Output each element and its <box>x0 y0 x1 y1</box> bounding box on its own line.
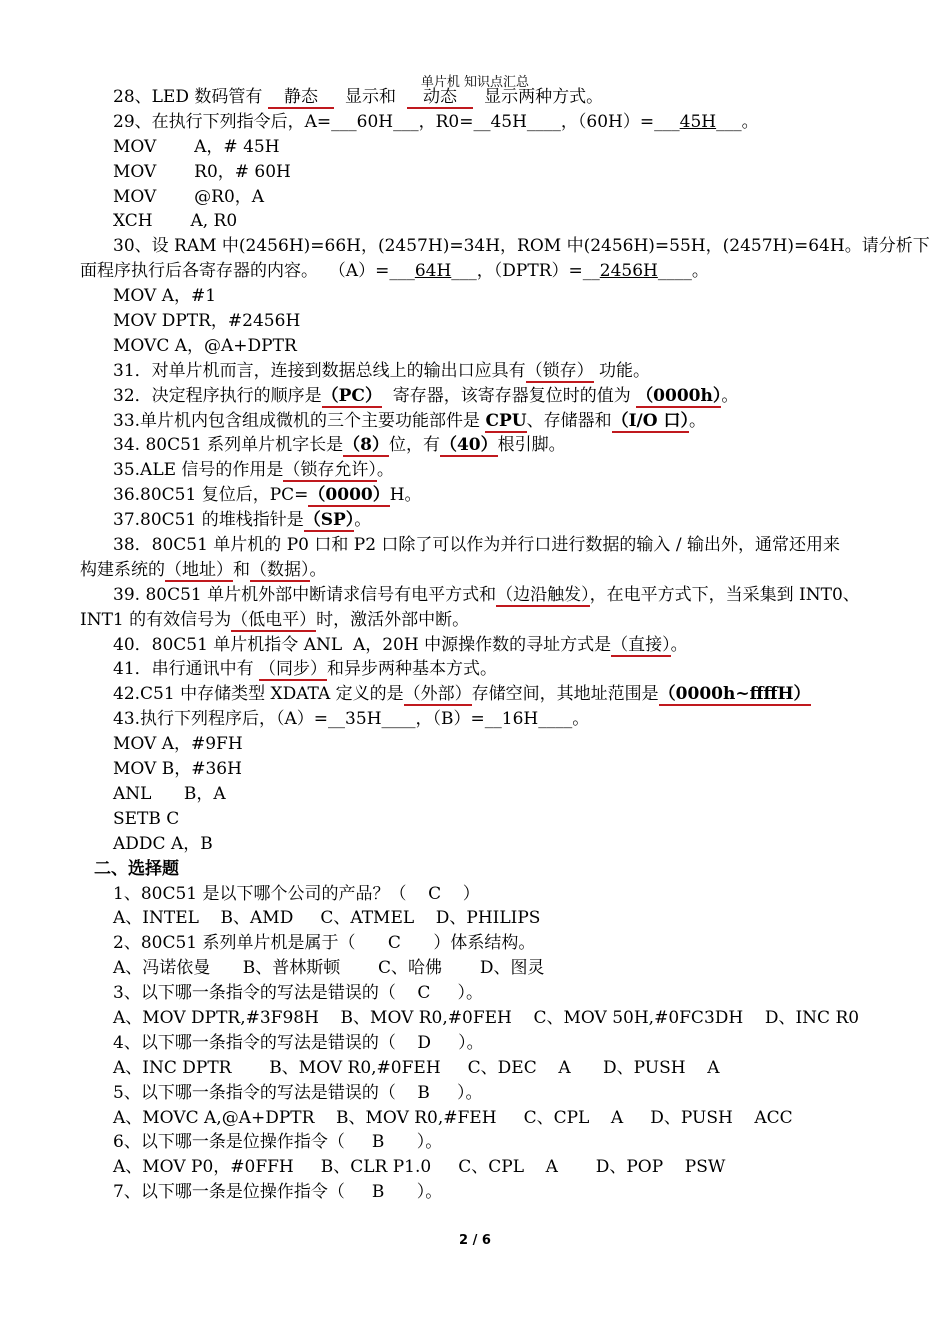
line-text: 40．80C51 单片机指令 ANL A，20H 中源操作数的寻址方式是 <box>113 634 612 655</box>
line-text: 4、以下哪一条指令的写法是错误的（ D ）。 <box>113 1032 484 1053</box>
answer-text: 64H <box>414 261 452 282</box>
answer-text: 静态 <box>267 87 335 107</box>
line-text: 时，激活外部中断。 <box>316 609 470 630</box>
line-text: INT1 的有效信号为 <box>80 609 232 630</box>
text-line <box>80 135 910 160</box>
line-text: 二、选择题 <box>94 858 179 879</box>
line-text: XCH A, R0 <box>113 211 238 232</box>
line-text: 36.80C51 复位后，PC= <box>113 485 309 506</box>
line-text: ，在电平方式下，当采集到 INT0、 <box>589 584 860 605</box>
answer-text: （数据） <box>250 559 310 580</box>
answer-text: CPU <box>485 410 527 431</box>
text-line <box>80 682 910 707</box>
line-text: 寄存器，该寄存器复位时的值为 <box>381 385 637 406</box>
page-number: 2 / 6 <box>459 1233 491 1248</box>
text-line <box>80 757 910 782</box>
page-header: 单片机 知识点汇总 <box>420 75 530 90</box>
text-line <box>80 458 910 483</box>
line-text: A、MOVC A,@A+DPTR B、MOV R0,#FEH C、CPL A D、PUSH ACC <box>113 1107 793 1128</box>
answer-text: （0000h~ffffH） <box>658 684 811 705</box>
answer-text: （直接） <box>611 634 671 655</box>
line-text: 。 <box>688 410 706 431</box>
line-text: MOV A，#1 <box>113 286 217 307</box>
answer-text: （低电平） <box>231 609 317 630</box>
answer-text: （同步） <box>259 659 328 680</box>
answer-text: 动态 <box>406 87 474 107</box>
line-text: ADDC A，B <box>113 833 213 854</box>
line-text: 42.C51 中存储类型 XDATA 定义的是 <box>113 684 404 705</box>
line-text: 构建系统的 <box>80 559 165 580</box>
answer-text: （8） <box>343 435 389 456</box>
line-text: H。 <box>389 485 422 506</box>
line-text: 38．80C51 单片机的 P0 口和 P2 口除了可以作为并行口进行数据的输入 / 输出外，通常还用来 <box>113 535 840 556</box>
line-text: 。 <box>309 559 327 580</box>
text-line <box>80 85 910 110</box>
line-text: SETB C <box>113 808 180 829</box>
text-line <box>80 433 910 458</box>
answer-text: （I/O 口） <box>611 410 689 431</box>
line-text: 显示和 <box>334 87 407 107</box>
text-line <box>80 259 910 284</box>
text-line <box>80 185 910 210</box>
text-line <box>80 657 910 682</box>
line-text: ____。 <box>657 261 709 282</box>
answer-text: （0000） <box>308 485 390 506</box>
line-text: 功能。 <box>593 360 651 381</box>
text-line <box>80 1031 910 1056</box>
answer-text: （0000h） <box>636 385 722 406</box>
line-text: 和异步两种基本方式。 <box>327 659 498 680</box>
answer-text: （地址） <box>165 559 233 580</box>
line-text: 2、80C51 系列单片机是属于（ C ）体系结构。 <box>113 933 536 954</box>
line-text: 。 <box>376 460 394 481</box>
text-line <box>80 309 910 334</box>
text-line <box>80 234 930 259</box>
text-line <box>80 334 910 359</box>
text-line <box>80 956 910 981</box>
text-line <box>80 633 910 658</box>
line-text: 存储空间，其地址范围是 <box>471 684 659 705</box>
answer-text: （40） <box>439 435 498 456</box>
answer-text: （SP） <box>303 510 355 531</box>
text-line <box>80 981 910 1006</box>
line-text: 6、以下哪一条是位操作指令（ B ）。 <box>113 1132 443 1153</box>
line-text: MOV B，#36H <box>113 759 242 780</box>
text-line <box>80 558 910 583</box>
line-text: MOV R0，# 60H <box>113 161 291 182</box>
text-line <box>80 209 910 234</box>
line-text: 35.ALE 信号的作用是 <box>113 460 284 481</box>
line-text: 33.单片机内包含组成微机的三个主要功能部件是 <box>113 410 486 431</box>
line-text: 7、以下哪一条是位操作指令（ B ）。 <box>113 1182 443 1203</box>
text-line <box>80 1180 910 1205</box>
answer-text: （锁存允许） <box>283 460 377 481</box>
line-text: MOV DPTR，#2456H <box>113 311 301 332</box>
answer-text: 2456H <box>599 261 658 282</box>
text-line <box>80 508 910 533</box>
text-line <box>80 1155 910 1180</box>
section-heading <box>80 857 910 882</box>
answer-text: （外部） <box>403 684 472 705</box>
text-line <box>80 483 910 508</box>
text-line <box>80 732 910 757</box>
line-text: 位，有 <box>388 435 440 456</box>
line-text: 39. 80C51 单片机外部中断请求信号有电平方式和 <box>113 584 497 605</box>
line-text: A、INTEL B、AMD C、ATMEL D、PHILIPS <box>113 908 541 929</box>
text-line <box>80 1006 910 1031</box>
line-text: 根引脚。 <box>497 435 566 456</box>
line-text: 37.80C51 的堆栈指针是 <box>113 510 304 531</box>
line-text: ___，（DPTR）=__ <box>451 261 600 282</box>
line-text: A、MOV P0，#0FFH B、CLR P1.0 C、CPL A D、POP PSW <box>113 1157 726 1178</box>
line-text: 1、80C51 是以下哪个公司的产品？（ C ） <box>113 883 480 904</box>
text-line <box>80 832 910 857</box>
text-line <box>80 1106 910 1131</box>
text-line <box>80 1056 910 1081</box>
line-text: MOV A，#9FH <box>113 734 243 755</box>
text-line <box>80 110 910 135</box>
line-text: 5、以下哪一条指令的写法是错误的（ B ）。 <box>113 1082 483 1103</box>
line-text: ___。 <box>716 111 759 132</box>
line-text: 34. 80C51 系列单片机字长是 <box>113 435 344 456</box>
line-text: 41．串行通讯中有 <box>113 659 260 680</box>
line-text: 、存储器和 <box>526 410 612 431</box>
text-line <box>80 583 910 608</box>
text-line <box>80 608 910 633</box>
answer-text: （锁存） <box>525 360 594 381</box>
text-line <box>80 882 910 907</box>
line-text: 。 <box>670 634 688 655</box>
line-text: 。 <box>721 385 739 406</box>
line-text: 31．对单片机而言，连接到数据总线上的输出口应具有 <box>113 360 526 381</box>
text-line <box>80 807 910 832</box>
answer-text: （PC） <box>321 385 382 406</box>
text-line <box>80 906 910 931</box>
line-text: 。 <box>354 510 372 531</box>
text-line <box>80 533 910 558</box>
line-text: 和 <box>233 559 250 580</box>
line-text: 32．决定程序执行的顺序是 <box>113 385 322 406</box>
text-line <box>80 1130 910 1155</box>
text-line <box>80 409 910 434</box>
line-text: A、冯诺依曼 B、普林斯顿 C、哈佛 D、图灵 <box>113 958 545 979</box>
line-text: 43.执行下列程序后，（A）=__35H____，（B）=__16H____。 <box>113 709 590 730</box>
text-line <box>80 359 910 384</box>
line-text: 3、以下哪一条指令的写法是错误的（ C ）。 <box>113 983 483 1004</box>
text-line <box>80 160 910 185</box>
document-body <box>80 85 930 1205</box>
line-text: 30、设 RAM 中(2456H)=66H，(2457H)=34H，ROM 中(2456H)=55H，(2457H)=64H。请分析下 <box>113 236 930 257</box>
line-text: 28、LED 数码管有 <box>113 87 268 107</box>
text-line <box>80 1081 910 1106</box>
line-text: A、MOV DPTR,#3F98H B、MOV R0,#0FEH C、MOV 50H,#0FC3DH D、INC R0 <box>113 1007 860 1028</box>
line-text: MOV A，# 45H <box>113 136 280 157</box>
line-text: MOVC A，@A+DPTR <box>113 335 297 356</box>
line-text: 29、在执行下列指令后，A=___60H___，R0=__45H____，（60H）=___ <box>113 111 680 132</box>
line-text: A、INC DPTR B、MOV R0,#0FEH C、DEC A D、PUSH A <box>113 1057 720 1078</box>
line-text: MOV @R0，A <box>113 186 265 207</box>
answer-text: 45H <box>679 111 717 132</box>
line-text: ANL B，A <box>113 783 226 804</box>
text-line <box>80 284 910 309</box>
text-line <box>80 931 910 956</box>
text-line <box>80 384 910 409</box>
text-line <box>80 707 910 732</box>
answer-text: （边沿触发） <box>496 584 590 605</box>
line-text: 显示两种方式。 <box>473 87 604 107</box>
line-text: 面程序执行后各寄存器的内容。 （A）=___ <box>80 261 415 282</box>
text-line <box>80 782 910 807</box>
